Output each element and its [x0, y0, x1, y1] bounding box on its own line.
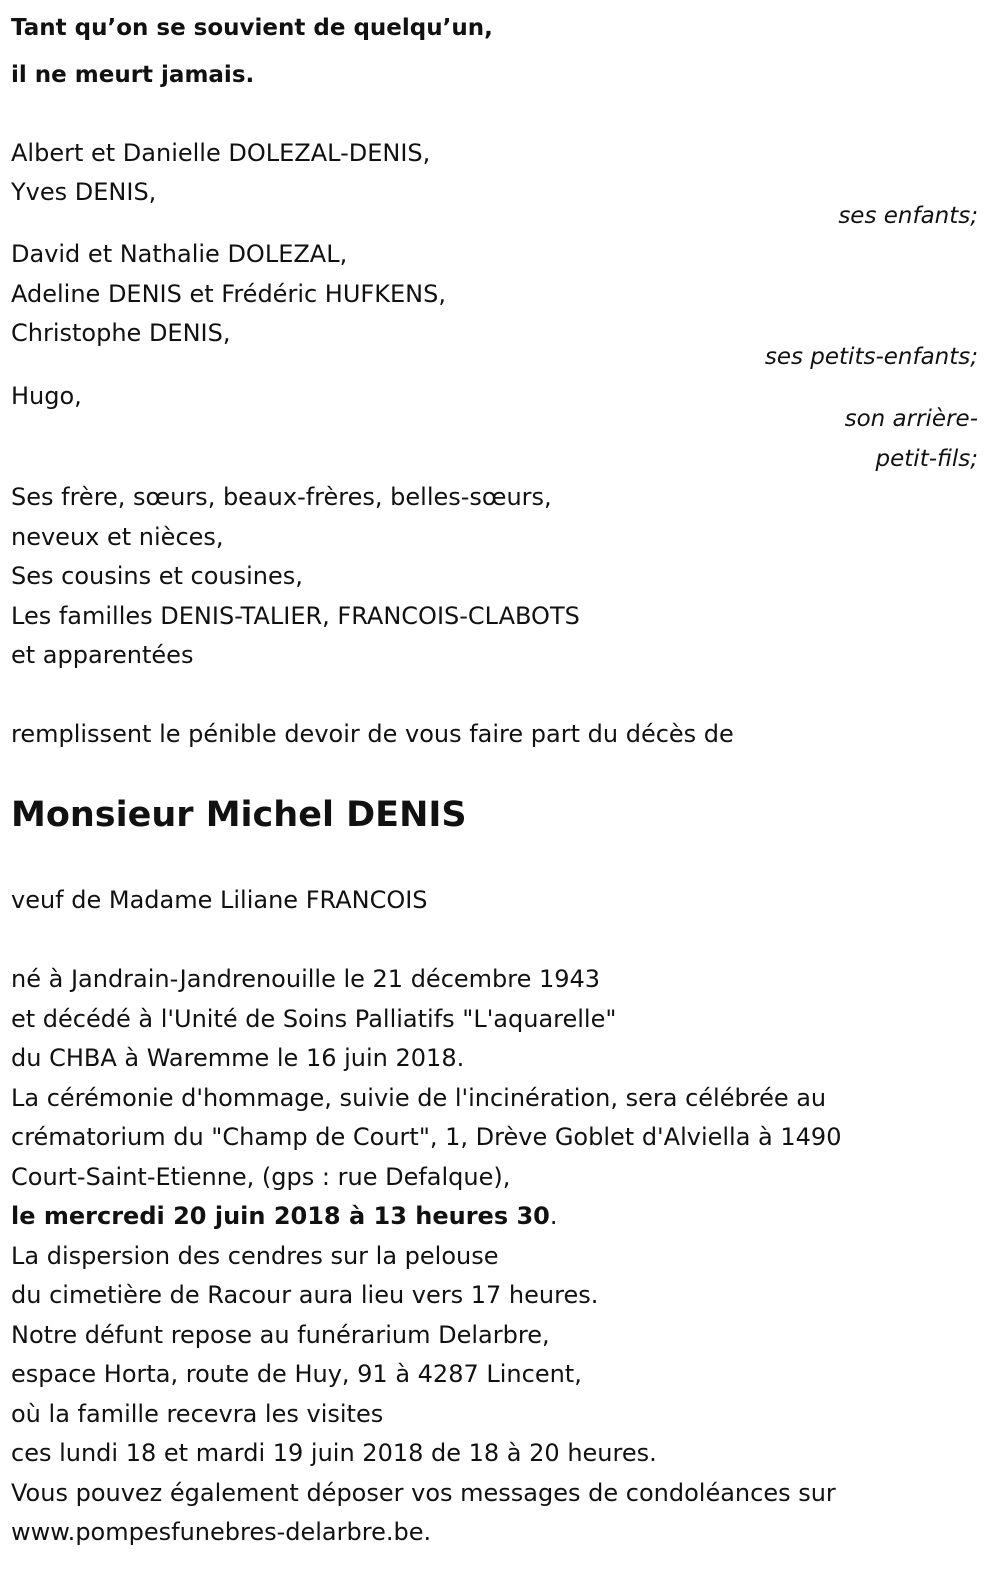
ceremony-date-punctuation: .	[549, 1202, 558, 1230]
relatives-line: neveux et nièces,	[11, 523, 224, 551]
ceremony-date: le mercredi 20 juin 2018 à 13 heures 30	[11, 1202, 550, 1230]
motto-line-2: il ne meurt jamais.	[11, 62, 255, 88]
detail-line: du cimetière de Racour aura lieu vers 17 heures.	[11, 1281, 599, 1309]
children-line: Albert et Danielle DOLEZAL-DENIS,	[11, 139, 431, 167]
detail-line: espace Horta, route de Huy, 91 à 4287 Lincent,	[11, 1360, 582, 1388]
website-line: www.pompesfunebres-delarbre.be.	[11, 1518, 432, 1546]
great-grandchild-role: son arrière-	[844, 406, 978, 432]
relatives-line: Les familles DENIS-TALIER, FRANCOIS-CLABOTS	[11, 602, 580, 630]
grandchildren-role: ses petits-enfants;	[764, 344, 978, 370]
detail-line: crématorium du "Champ de Court", 1, Drève Goblet d'Alviella à 1490	[11, 1123, 842, 1151]
detail-line: du CHBA à Waremme le 16 juin 2018.	[11, 1044, 465, 1072]
detail-line: La dispersion des cendres sur la pelouse	[11, 1242, 499, 1270]
detail-line: né à Jandrain-Jandrenouille le 21 décembre 1943	[11, 965, 601, 993]
deceased-name: Monsieur Michel DENIS	[11, 795, 467, 835]
great-grandchild-role: petit-fils;	[875, 446, 978, 472]
detail-line: ces lundi 18 et mardi 19 juin 2018 de 18 à 20 heures.	[11, 1439, 657, 1467]
relatives-line: et apparentées	[11, 641, 194, 669]
grandchildren-line: Christophe DENIS,	[11, 319, 231, 347]
children-role: ses enfants;	[838, 203, 978, 229]
relatives-line: Ses cousins et cousines,	[11, 562, 303, 590]
announcement: remplissent le pénible devoir de vous faire part du décès de	[11, 720, 734, 748]
grandchildren-line: David et Nathalie DOLEZAL,	[11, 240, 348, 268]
motto-line-1: Tant qu’on se souvient de quelqu’un,	[11, 15, 493, 41]
detail-line: La cérémonie d'hommage, suivie de l'incinération, sera célébrée au	[11, 1084, 827, 1112]
detail-line: Court-Saint-Etienne, (gps : rue Defalque),	[11, 1163, 511, 1191]
widower-line: veuf de Madame Liliane FRANCOIS	[11, 886, 428, 914]
detail-line: où la famille recevra les visites	[11, 1400, 384, 1428]
children-line: Yves DENIS,	[11, 178, 157, 206]
detail-line: Notre défunt repose au funérarium Delarbre,	[11, 1321, 550, 1349]
ceremony-date-line	[11, 1201, 558, 1231]
great-grandchild-line: Hugo,	[11, 382, 82, 410]
grandchildren-line: Adeline DENIS et Frédéric HUFKENS,	[11, 280, 446, 308]
detail-line: et décédé à l'Unité de Soins Palliatifs "L'aquarelle"	[11, 1005, 617, 1033]
relatives-line: Ses frère, sœurs, beaux-frères, belles-sœurs,	[11, 483, 552, 511]
detail-line: Vous pouvez également déposer vos messages de condoléances sur	[11, 1479, 836, 1507]
